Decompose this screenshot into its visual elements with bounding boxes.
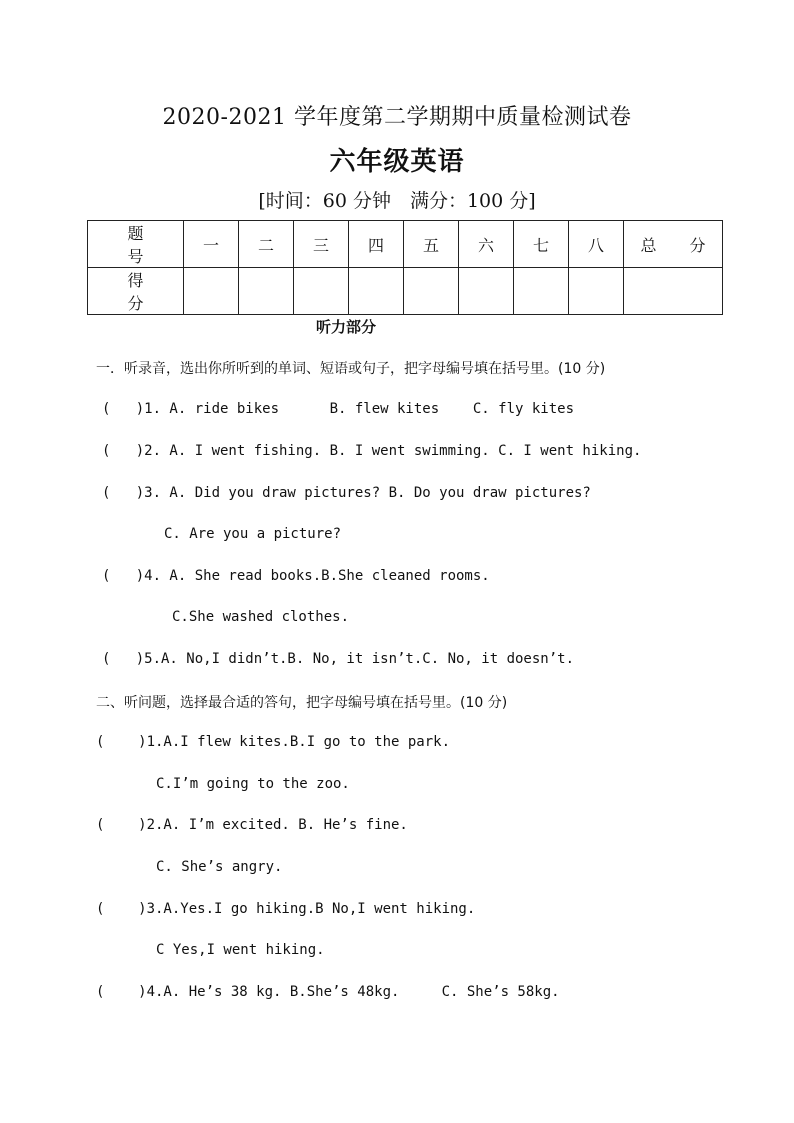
- time-score-info: [时间：60 分钟 满分：100 分]: [258, 190, 536, 212]
- score-blank-cell[interactable]: [569, 268, 624, 315]
- score-blank-cell[interactable]: [239, 268, 294, 315]
- score-table-cell: 二: [239, 221, 294, 268]
- score-table-cell: 题 号: [88, 221, 184, 268]
- score-blank-cell[interactable]: [514, 268, 569, 315]
- score-blank-cell[interactable]: [459, 268, 514, 315]
- question-line: ( )3.A.Yes.I go hiking.B No,I went hiking.: [96, 901, 476, 917]
- score-table-cell: 四: [349, 221, 404, 268]
- score-blank-cell[interactable]: [184, 268, 239, 315]
- score-table-cell: 得 分: [88, 268, 184, 315]
- question-line: C.I’m going to the zoo.: [156, 776, 350, 792]
- subject-title: 六年级英语: [329, 147, 465, 177]
- score-table-cell: 总 分: [624, 221, 723, 268]
- question-line: C Yes,I went hiking.: [156, 942, 325, 958]
- question-line: ( )4. A. She read books.B.She cleaned rooms.: [102, 568, 490, 584]
- question-line: ( )2.A. I’m excited. B. He’s fine.: [96, 817, 408, 833]
- score-table-header-row: [88, 221, 723, 268]
- score-blank-cell[interactable]: [624, 268, 723, 315]
- question-line: ( )4.A. He’s 38 kg. B.She’s 48kg. C. She’s 58kg.: [96, 984, 560, 1000]
- question-line: C. She’s angry.: [156, 859, 283, 875]
- score-blank-cell[interactable]: [294, 268, 349, 315]
- part2-instruction: 二、听问题，选择最合适的答句，把字母编号填在括号里。(10 分): [96, 695, 508, 711]
- score-table-cell: 五: [404, 221, 459, 268]
- question-line: ( )1. A. ride bikes B. flew kites C. fly kites: [102, 401, 575, 417]
- question-line: ( )2. A. I went fishing. B. I went swimming. C. I went hiking.: [102, 443, 642, 459]
- exam-title: 2020-2021 学年度第二学期期中质量检测试卷: [162, 105, 632, 130]
- listening-section-heading: 听力部分: [316, 318, 377, 336]
- score-table-score-row: [88, 268, 723, 315]
- question-line: ( )5.A. No,I didn’t.B. No, it isn’t.C. No, it doesn’t.: [102, 651, 575, 667]
- score-blank-cell[interactable]: [404, 268, 459, 315]
- question-line: C.She washed clothes.: [172, 609, 350, 625]
- score-blank-cell[interactable]: [349, 268, 404, 315]
- question-line: ( )1.A.I flew kites.B.I go to the park.: [96, 734, 451, 750]
- score-table-cell: 三: [294, 221, 349, 268]
- question-line: ( )3. A. Did you draw pictures? B. Do you draw pictures?: [102, 485, 591, 501]
- question-line: C. Are you a picture?: [164, 526, 342, 542]
- part1-instruction: 一．听录音，选出你所听到的单词、短语或句子，把字母编号填在括号里。(10 分): [96, 361, 606, 377]
- score-table-cell: 六: [459, 221, 514, 268]
- score-table: [87, 220, 723, 315]
- score-table-cell: 七: [514, 221, 569, 268]
- score-table-cell: 一: [184, 221, 239, 268]
- score-table-cell: 八: [569, 221, 624, 268]
